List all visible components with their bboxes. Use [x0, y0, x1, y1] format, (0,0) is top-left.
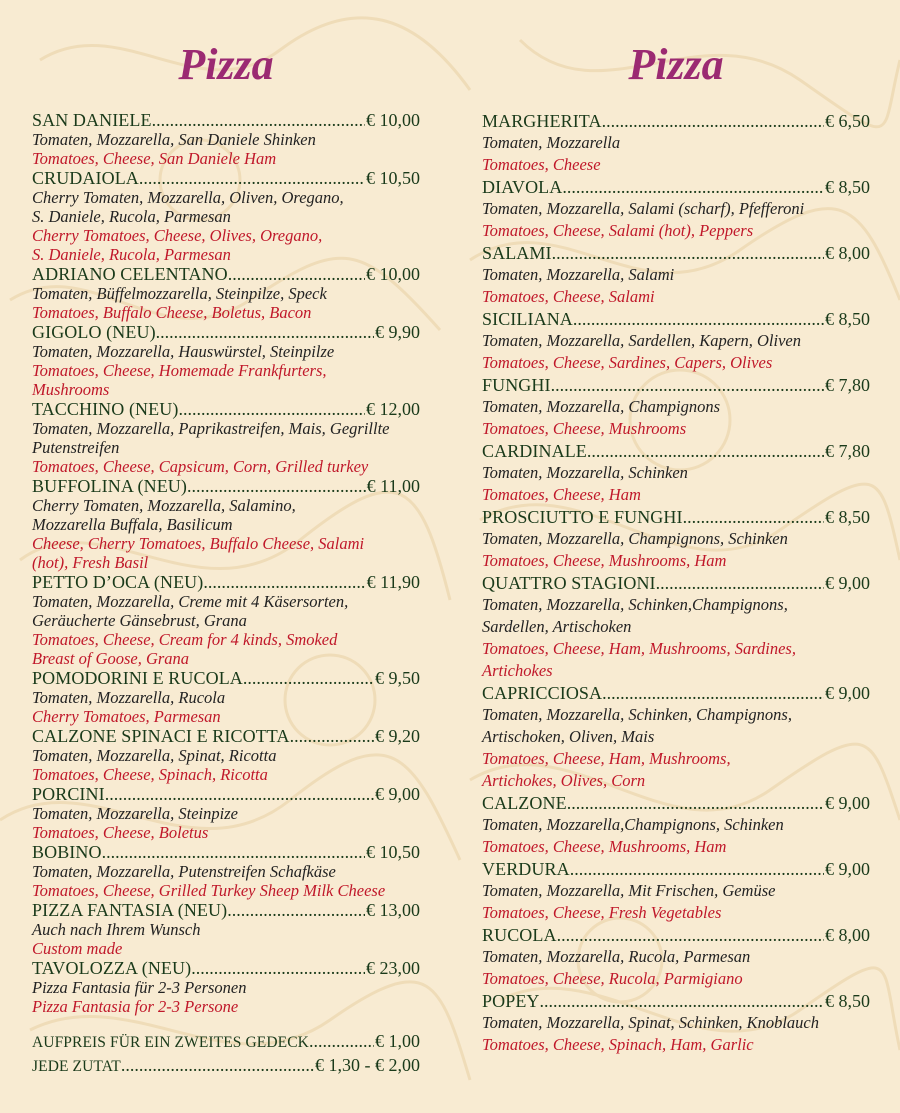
menu-item-header	[482, 440, 870, 462]
german-description: Tomaten, Mozzarella, Schinken,Champignons,	[482, 595, 788, 614]
item-price: € 6,50	[825, 111, 870, 131]
german-description: Geräucherte Gänsebrust, Grana	[32, 611, 247, 630]
menu-item-header	[482, 374, 870, 396]
menu-item	[482, 682, 870, 792]
dot-leader	[562, 176, 824, 198]
item-price: € 8,50	[825, 309, 870, 329]
german-description: Tomaten, Mozzarella, San Daniele Shinken	[32, 130, 316, 149]
item-price: € 12,00	[366, 399, 420, 419]
dot-leader	[191, 958, 365, 978]
english-description: Cherry Tomatoes, Cheese, Olives, Oregano,	[32, 226, 323, 245]
item-name: QUATTRO STAGIONI	[482, 573, 656, 593]
english-description: Tomatoes, Cheese, Salami (hot), Peppers	[482, 221, 754, 240]
english-description: Artichokes	[482, 661, 553, 680]
dot-leader	[309, 1030, 374, 1052]
menu-item-header	[32, 399, 420, 419]
german-description: Mozzarella Buffala, Basilicum	[32, 515, 233, 534]
english-description: Tomatoes, Cheese, Salami	[482, 287, 655, 306]
dot-leader	[227, 900, 365, 920]
english-description: Cheese, Cherry Tomatoes, Buffalo Cheese, Salami	[32, 534, 365, 553]
item-price: € 7,80	[825, 375, 870, 395]
menu-item	[32, 900, 420, 958]
german-description: Tomaten, Mozzarella, Creme mit 4 Käsersorten,	[32, 592, 349, 611]
english-description: Breast of Goose, Grana	[32, 649, 190, 668]
menu-item-header	[32, 572, 420, 592]
item-name: PORCINI	[32, 784, 105, 804]
item-price: € 9,90	[375, 322, 420, 342]
dot-leader	[139, 168, 365, 188]
german-description: Tomaten, Mozzarella, Schinken	[482, 463, 688, 482]
german-description: Tomaten, Mozzarella, Rucola, Parmesan	[482, 947, 751, 966]
item-name: BUFFOLINA (NEU)	[32, 476, 188, 496]
english-description: Tomatoes, Cheese, Rucola, Parmigiano	[482, 969, 743, 988]
item-name: FUNGHI	[482, 375, 551, 395]
german-description: Tomaten, Mozzarella, Putenstreifen Schafkäse	[32, 862, 336, 881]
dot-leader	[587, 440, 824, 462]
dot-leader	[573, 308, 824, 330]
item-price: € 9,00	[825, 573, 870, 593]
german-description: S. Daniele, Rucola, Parmesan	[32, 207, 231, 226]
item-price: € 13,00	[366, 900, 420, 920]
german-description: Auch nach Ihrem Wunsch	[32, 920, 201, 939]
german-description: Tomaten, Mozzarella, Paprikastreifen, Mais, Gegrillte	[32, 419, 390, 438]
german-description: Tomaten, Mozzarella,Champignons, Schinken	[482, 815, 784, 834]
menu-item-header	[32, 110, 420, 130]
item-name: TAVOLOZZA (NEU)	[32, 958, 192, 978]
item-name: ADRIANO CELENTANO	[32, 264, 228, 284]
item-name: SALAMI	[482, 243, 552, 263]
english-description: Tomatoes, Buffalo Cheese, Boletus, Bacon	[32, 303, 312, 322]
german-description: Tomaten, Mozzarella, Salami (scharf), Pfefferoni	[482, 199, 805, 218]
dot-leader	[187, 476, 366, 496]
english-description: Tomatoes, Cheese, Mushrooms, Ham	[482, 837, 727, 856]
menu-item-header	[482, 682, 870, 704]
german-description: Tomaten, Mozzarella, Sardellen, Kapern, Oliven	[482, 331, 801, 350]
item-name: POMODORINI E RUCOLA	[32, 668, 243, 688]
item-name: PIZZA FANTASIA (NEU)	[32, 900, 228, 920]
dot-leader	[121, 1054, 314, 1076]
item-price: € 10,00	[366, 264, 420, 284]
menu-item	[32, 1030, 420, 1054]
english-description: Tomatoes, Cheese, Mushrooms	[482, 419, 687, 438]
english-description: Tomatoes, Cheese, Mushrooms, Ham	[482, 551, 727, 570]
menu-item-header	[482, 176, 870, 198]
item-price: € 1,30 - € 2,00	[315, 1055, 420, 1075]
item-price: € 8,00	[825, 925, 870, 945]
item-price: € 9,20	[375, 726, 420, 746]
menu-item	[482, 374, 870, 440]
item-price: € 8,00	[825, 243, 870, 263]
menu-item-header	[482, 792, 870, 814]
item-price: € 9,50	[375, 668, 420, 688]
german-description: Tomaten, Mozzarella, Spinat, Schinken, Knoblauch	[482, 1013, 820, 1032]
menu-item-header	[32, 784, 420, 804]
item-price: € 10,50	[366, 168, 420, 188]
menu-item	[482, 308, 870, 374]
menu-item	[32, 784, 420, 842]
menu-item	[32, 726, 420, 784]
english-description: (hot), Fresh Basil	[32, 553, 149, 572]
dot-leader	[557, 924, 824, 946]
english-description: Tomatoes, Cheese, Fresh Vegetables	[482, 903, 722, 922]
menu-item	[32, 110, 420, 168]
menu-item-header	[32, 1030, 420, 1054]
dot-leader	[602, 682, 824, 704]
menu-item-header	[482, 858, 870, 880]
item-price: € 7,80	[825, 441, 870, 461]
german-description: Tomaten, Mozzarella, Mit Frischen, Gemüse	[482, 881, 776, 900]
item-name: RUCOLA	[482, 925, 557, 945]
right-menu-list	[482, 110, 870, 1056]
item-name: POPEY	[482, 991, 540, 1011]
menu-item-header	[32, 1054, 420, 1078]
menu-item	[482, 572, 870, 682]
item-price: € 11,00	[366, 476, 420, 496]
english-description: Tomatoes, Cheese, Spinach, Ham, Garlic	[482, 1035, 754, 1054]
left-column	[32, 0, 420, 1078]
menu-item	[32, 958, 420, 1016]
item-price: € 1,00	[375, 1031, 420, 1051]
left-title: Pizza	[178, 40, 274, 89]
dot-leader	[105, 784, 374, 804]
german-description: Tomaten, Mozzarella, Spinat, Ricotta	[32, 746, 277, 765]
menu-item	[482, 858, 870, 924]
item-price: € 10,00	[366, 110, 420, 130]
item-name: MARGHERITA	[482, 111, 602, 131]
item-price: € 9,00	[825, 793, 870, 813]
menu-item-header	[482, 506, 870, 528]
dot-leader	[567, 792, 824, 814]
menu-item-header	[482, 110, 870, 132]
dot-leader	[290, 726, 374, 746]
dot-leader	[656, 572, 824, 594]
right-title: Pizza	[628, 40, 724, 89]
left-menu-list	[32, 110, 420, 1016]
dot-leader	[602, 110, 824, 132]
menu-item	[482, 924, 870, 990]
dot-leader	[683, 506, 824, 528]
english-description: Tomatoes, Cheese	[482, 155, 601, 174]
menu-item-header	[32, 264, 420, 284]
item-price: € 9,00	[375, 784, 420, 804]
english-description: Artichokes, Olives, Corn	[482, 771, 646, 790]
dot-leader	[102, 842, 365, 862]
german-description: Putenstreifen	[32, 438, 120, 457]
english-description: S. Daniele, Rucola, Parmesan	[32, 245, 231, 264]
menu-item-header	[32, 668, 420, 688]
item-name: TACCHINO (NEU)	[32, 399, 179, 419]
menu-item-header	[32, 726, 420, 746]
menu-item	[482, 440, 870, 506]
menu-item	[32, 322, 420, 399]
item-name: CALZONE	[482, 793, 567, 813]
item-name: SAN DANIELE	[32, 110, 152, 130]
item-price: € 8,50	[825, 507, 870, 527]
item-price: € 11,90	[366, 572, 420, 592]
english-description: Tomatoes, Cheese, Cream for 4 kinds, Smoked	[32, 630, 338, 649]
menu-item-header	[482, 572, 870, 594]
menu-item	[482, 176, 870, 242]
dot-leader	[552, 242, 824, 264]
menu-item	[32, 476, 420, 572]
item-name: BOBINO	[32, 842, 102, 862]
menu-item	[482, 506, 870, 572]
dot-leader	[152, 110, 365, 130]
english-description: Pizza Fantasia for 2-3 Persone	[32, 997, 239, 1016]
item-price: € 9,00	[825, 683, 870, 703]
item-name: CRUDAIOLA	[32, 168, 139, 188]
german-description: Artischoken, Oliven, Mais	[482, 727, 655, 746]
english-description: Tomatoes, Cheese, San Daniele Ham	[32, 149, 277, 168]
english-description: Custom made	[32, 939, 123, 958]
german-description: Tomaten, Mozzarella, Steinpize	[32, 804, 238, 823]
german-description: Tomaten, Mozzarella, Hauswürstel, Steinpilze	[32, 342, 335, 361]
extras-list	[32, 1030, 420, 1078]
english-description: Tomatoes, Cheese, Boletus	[32, 823, 209, 842]
dot-leader	[551, 374, 824, 396]
english-description: Tomatoes, Cheese, Grilled Turkey Sheep Milk Cheese	[32, 881, 386, 900]
item-name: AUFPREIS FÜR EIN ZWEITES GEDECK	[32, 1034, 309, 1051]
german-description: Tomaten, Mozzarella, Champignons, Schinken	[482, 529, 788, 548]
item-name: CALZONE SPINACI E RICOTTA	[32, 726, 290, 746]
menu-item	[32, 264, 420, 322]
menu-item-header	[32, 958, 420, 978]
item-name: CAPRICCIOSA	[482, 683, 603, 703]
menu-item-header	[32, 168, 420, 188]
menu-item	[482, 242, 870, 308]
german-description: Cherry Tomaten, Mozzarella, Oliven, Oregano,	[32, 188, 344, 207]
menu-item	[482, 792, 870, 858]
menu-item-header	[32, 900, 420, 920]
dot-leader	[570, 858, 824, 880]
menu-item	[32, 1054, 420, 1078]
dot-leader	[178, 399, 365, 419]
english-description: Tomatoes, Cheese, Ham, Mushrooms, Sardines,	[482, 639, 796, 658]
item-name: PROSCIUTTO E FUNGHI	[482, 507, 683, 527]
english-description: Tomatoes, Cheese, Capsicum, Corn, Grilled turkey	[32, 457, 369, 476]
item-name: DIAVOLA	[482, 177, 563, 197]
german-description: Cherry Tomaten, Mozzarella, Salamino,	[32, 496, 296, 515]
item-name: JEDE ZUTAT	[32, 1058, 121, 1075]
item-price: € 10,50	[366, 842, 420, 862]
english-description: Tomatoes, Cheese, Homemade Frankfurters,	[32, 361, 327, 380]
item-name: SICILIANA	[482, 309, 573, 329]
dot-leader	[156, 322, 374, 342]
item-name: GIGOLO (NEU)	[32, 322, 156, 342]
item-name: CARDINALE	[482, 441, 587, 461]
menu-item	[482, 110, 870, 176]
item-price: € 23,00	[366, 958, 420, 978]
english-description: Mushrooms	[32, 380, 110, 399]
dot-leader	[243, 668, 374, 688]
menu-item-header	[482, 308, 870, 330]
menu-item-header	[32, 476, 420, 496]
menu-item	[32, 572, 420, 668]
german-description: Tomaten, Mozzarella	[482, 133, 621, 152]
english-description: Tomatoes, Cheese, Ham, Mushrooms,	[482, 749, 731, 768]
english-description: Tomatoes, Cheese, Sardines, Capers, Olives	[482, 353, 773, 372]
menu-item	[482, 990, 870, 1056]
item-price: € 9,00	[825, 859, 870, 879]
right-column	[482, 0, 870, 1056]
item-name: VERDURA	[482, 859, 570, 879]
german-description: Pizza Fantasia für 2-3 Personen	[32, 978, 247, 997]
english-description: Tomatoes, Cheese, Spinach, Ricotta	[32, 765, 268, 784]
menu-item-header	[482, 990, 870, 1012]
menu-item-header	[482, 242, 870, 264]
menu-item-header	[32, 322, 420, 342]
german-description: Tomaten, Mozzarella, Schinken, Champignons,	[482, 705, 792, 724]
dot-leader	[228, 264, 365, 284]
dot-leader	[540, 990, 824, 1012]
german-description: Sardellen, Artischoken	[482, 617, 632, 636]
german-description: Tomaten, Mozzarella, Rucola	[32, 688, 226, 707]
menu-item	[32, 668, 420, 726]
item-name: PETTO D’OCA (NEU)	[32, 572, 204, 592]
item-price: € 8,50	[825, 177, 870, 197]
menu-item	[32, 399, 420, 476]
dot-leader	[203, 572, 365, 592]
menu-item	[32, 842, 420, 900]
german-description: Tomaten, Mozzarella, Salami	[482, 265, 675, 284]
menu-item-header	[32, 842, 420, 862]
english-description: Tomatoes, Cheese, Ham	[482, 485, 641, 504]
item-price: € 8,50	[825, 991, 870, 1011]
menu-item-header	[482, 924, 870, 946]
german-description: Tomaten, Mozzarella, Champignons	[482, 397, 721, 416]
menu-item	[32, 168, 420, 264]
english-description: Cherry Tomatoes, Parmesan	[32, 707, 221, 726]
german-description: Tomaten, Büffelmozzarella, Steinpilze, Speck	[32, 284, 327, 303]
